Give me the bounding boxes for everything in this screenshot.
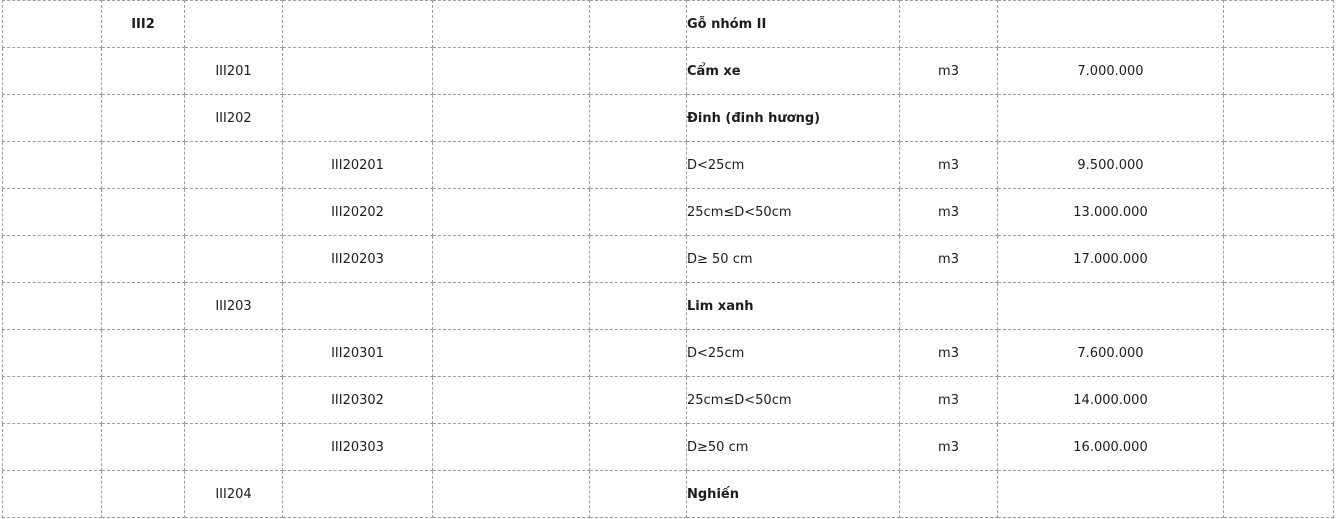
sub-code-cell: III202 (185, 95, 283, 142)
spacer-cell (590, 424, 687, 471)
spacer-cell (433, 330, 590, 377)
spacer-cell (3, 189, 102, 236)
unit-cell (900, 95, 998, 142)
item-code-cell (283, 283, 433, 330)
spacer-cell (590, 48, 687, 95)
price-cell: 14.000.000 (998, 377, 1224, 424)
spacer-cell (590, 236, 687, 283)
spacer-cell (590, 95, 687, 142)
spacer-cell (3, 48, 102, 95)
spacer-cell (1224, 1, 1334, 48)
spacer-cell (433, 377, 590, 424)
sub-code-cell: III203 (185, 283, 283, 330)
name-cell: D<25cm (687, 330, 900, 377)
spacer-cell (1224, 471, 1334, 518)
spacer-cell (433, 236, 590, 283)
name-cell: Cẩm xe (687, 48, 900, 95)
group-code-cell (102, 236, 185, 283)
table-row (3, 142, 1334, 189)
item-code-cell: III20302 (283, 377, 433, 424)
item-code-cell: III20202 (283, 189, 433, 236)
unit-cell: m3 (900, 142, 998, 189)
name-cell: Gỗ nhóm II (687, 1, 900, 48)
price-cell: 16.000.000 (998, 424, 1224, 471)
table-row (3, 377, 1334, 424)
spacer-cell (590, 189, 687, 236)
name-cell: Lim xanh (687, 283, 900, 330)
group-code-cell (102, 189, 185, 236)
spacer-cell (590, 283, 687, 330)
unit-cell: m3 (900, 330, 998, 377)
price-cell: 7.600.000 (998, 330, 1224, 377)
spacer-cell (433, 48, 590, 95)
group-code-cell (102, 142, 185, 189)
spacer-cell (3, 330, 102, 377)
spacer-cell (1224, 236, 1334, 283)
item-code-cell (283, 1, 433, 48)
group-code-cell (102, 471, 185, 518)
unit-cell (900, 283, 998, 330)
unit-cell: m3 (900, 236, 998, 283)
spacer-cell (590, 330, 687, 377)
item-code-cell (283, 48, 433, 95)
spacer-cell (433, 424, 590, 471)
table-row (3, 471, 1334, 518)
spacer-cell (3, 283, 102, 330)
name-cell: Nghiến (687, 471, 900, 518)
spacer-cell (3, 424, 102, 471)
item-code-cell: III20303 (283, 424, 433, 471)
price-cell: 7.000.000 (998, 48, 1224, 95)
item-code-cell: III20301 (283, 330, 433, 377)
unit-cell: m3 (900, 424, 998, 471)
spacer-cell (1224, 283, 1334, 330)
price-cell (998, 283, 1224, 330)
group-code-cell (102, 424, 185, 471)
group-code-cell (102, 48, 185, 95)
table-row (3, 424, 1334, 471)
name-cell: D<25cm (687, 142, 900, 189)
item-code-cell (283, 471, 433, 518)
item-code-cell: III20201 (283, 142, 433, 189)
spacer-cell (3, 236, 102, 283)
price-cell (998, 95, 1224, 142)
spacer-cell (3, 142, 102, 189)
table-row (3, 283, 1334, 330)
spacer-cell (433, 189, 590, 236)
name-cell: D≥50 cm (687, 424, 900, 471)
table-row (3, 95, 1334, 142)
spacer-cell (433, 1, 590, 48)
unit-cell (900, 1, 998, 48)
unit-cell: m3 (900, 189, 998, 236)
name-cell: 25cm≤D<50cm (687, 189, 900, 236)
group-code-cell (102, 283, 185, 330)
spacer-cell (1224, 189, 1334, 236)
sub-code-cell: III201 (185, 48, 283, 95)
spacer-cell (1224, 330, 1334, 377)
spacer-cell (433, 142, 590, 189)
table-row (3, 330, 1334, 377)
table-row (3, 236, 1334, 283)
price-cell: 13.000.000 (998, 189, 1224, 236)
spacer-cell (3, 95, 102, 142)
price-cell: 9.500.000 (998, 142, 1224, 189)
price-cell (998, 471, 1224, 518)
price-table-body (3, 1, 1334, 518)
sub-code-cell (185, 236, 283, 283)
name-cell: D≥ 50 cm (687, 236, 900, 283)
name-cell: 25cm≤D<50cm (687, 377, 900, 424)
spacer-cell (590, 142, 687, 189)
sub-code-cell (185, 377, 283, 424)
price-table (2, 0, 1334, 518)
unit-cell (900, 471, 998, 518)
spacer-cell (590, 1, 687, 48)
item-code-cell (283, 95, 433, 142)
table-row (3, 1, 1334, 48)
group-code-cell (102, 95, 185, 142)
item-code-cell: III20203 (283, 236, 433, 283)
unit-cell: m3 (900, 48, 998, 95)
table-row (3, 48, 1334, 95)
sub-code-cell (185, 1, 283, 48)
spacer-cell (1224, 48, 1334, 95)
group-code-cell (102, 330, 185, 377)
sub-code-cell (185, 424, 283, 471)
spacer-cell (433, 95, 590, 142)
unit-cell: m3 (900, 377, 998, 424)
table-row (3, 189, 1334, 236)
spacer-cell (1224, 142, 1334, 189)
spacer-cell (3, 471, 102, 518)
spacer-cell (590, 471, 687, 518)
spacer-cell (433, 283, 590, 330)
spacer-cell (433, 471, 590, 518)
sub-code-cell (185, 189, 283, 236)
sub-code-cell (185, 142, 283, 189)
spacer-cell (1224, 424, 1334, 471)
sub-code-cell (185, 330, 283, 377)
group-code-cell: III2 (102, 1, 185, 48)
spacer-cell (3, 1, 102, 48)
sub-code-cell: III204 (185, 471, 283, 518)
spacer-cell (1224, 377, 1334, 424)
price-cell: 17.000.000 (998, 236, 1224, 283)
name-cell: Đinh (đinh hương) (687, 95, 900, 142)
spacer-cell (3, 377, 102, 424)
price-cell (998, 1, 1224, 48)
spacer-cell (590, 377, 687, 424)
group-code-cell (102, 377, 185, 424)
spacer-cell (1224, 95, 1334, 142)
